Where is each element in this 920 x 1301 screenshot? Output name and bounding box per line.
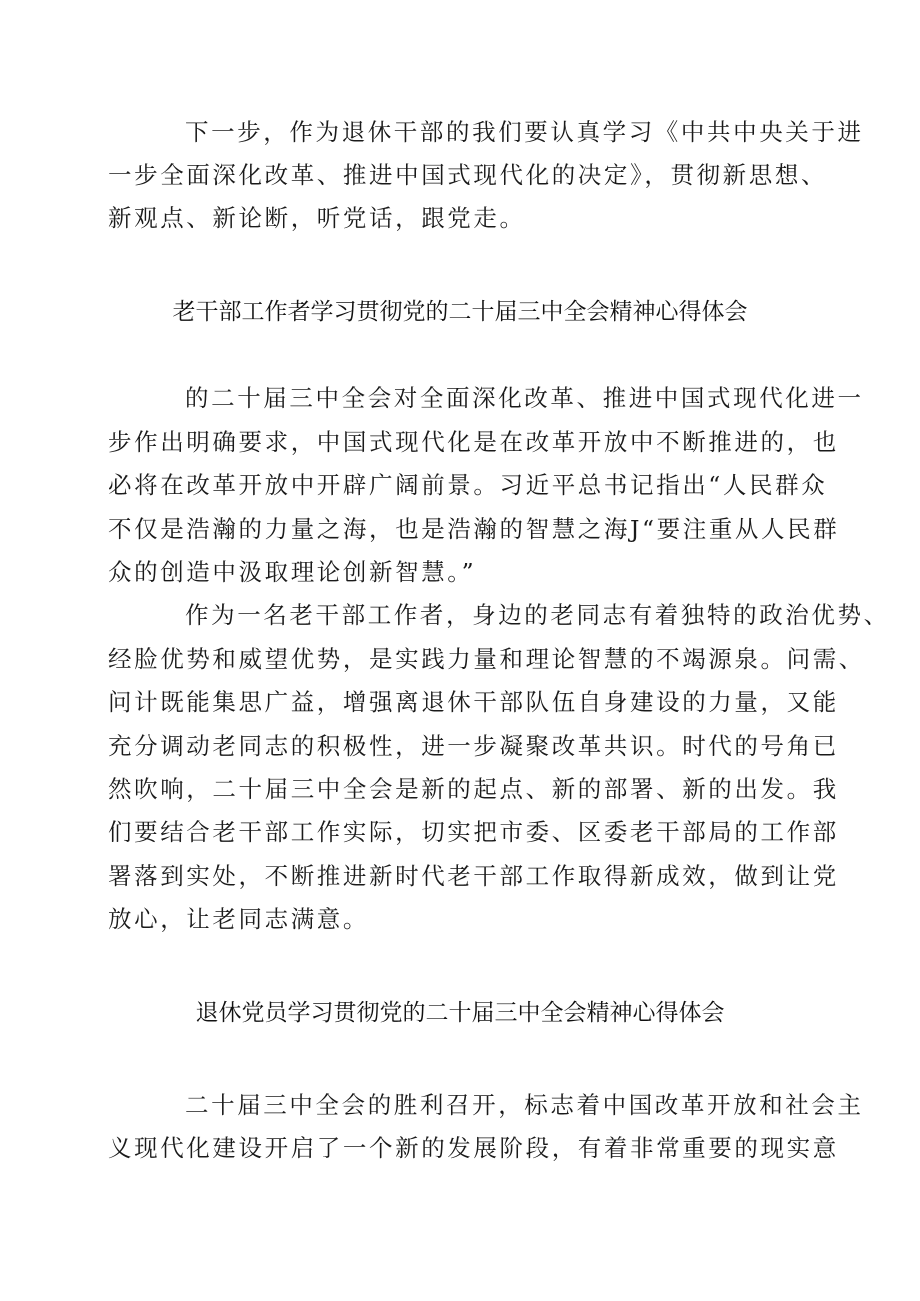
body-text-line: 不仅是浩瀚的力量之海，也是浩瀚的智慧之海J“要注重从人民群 — [108, 515, 840, 543]
body-text-line: 们要结合老干部工作实际，切实把市委、区委老干部局的工作部 — [108, 818, 839, 846]
body-text-line: 经脸优势和威望优势，是实践力量和理论智慧的不竭源泉。问需、 — [108, 645, 865, 673]
body-text-line: 二十届三中全会的胜利召开，标志着中国改革开放和社会主 — [185, 1091, 864, 1119]
body-text-line: 步作出明确要求，中国式现代化是在改革开放中不断推进的，也 — [108, 428, 839, 456]
body-text-line: 义现代化建设开启了一个新的发展阶段，有着非常重要的现实意 — [108, 1134, 839, 1162]
body-text-line: 的二十届三中全会对全面深化改革、推进中国式现代化进一 — [185, 384, 864, 412]
body-text-line: 问计既能集思广益，增强离退休干部队伍自身建设的力量，又能 — [108, 688, 839, 716]
body-text-line: 一步全面深化改革、推进中国式现代化的决定》，贯彻新思想、 — [108, 161, 828, 189]
body-text-line: 新观点、新论断，听党话，跟党走。 — [108, 204, 526, 232]
body-text-line: 充分调动老同志的积极性，进一步凝聚改革共识。时代的号角已 — [108, 732, 839, 760]
body-text-line: 作为一名老干部工作者，身边的老同志有着独特的政治优势、 — [185, 601, 890, 629]
body-text-line: 放心，让老同志满意。 — [108, 905, 369, 933]
body-text-line: 然吹响，二十届三中全会是新的起点、新的部署、新的出发。我 — [108, 775, 839, 803]
body-text-line: 必将在改革开放中开辟广阔前景。习近平总书记指出“人民群众 — [108, 471, 828, 499]
body-text-line: 下一步，作为退休干部的我们要认真学习《中共中央关于进 — [185, 118, 864, 146]
section-heading: 退休党员学习贯彻党的二十届三中全会精神心得体会 — [195, 1000, 725, 1026]
section-heading: 老干部工作者学习贯彻党的二十届三中全会精神心得体会 — [172, 299, 748, 325]
body-text-line: 众的创造中汲取理论创新智慧。” — [108, 558, 477, 586]
body-text-line: 署落到实处，不断推进新时代老干部工作取得新成效，做到让党 — [108, 862, 839, 890]
